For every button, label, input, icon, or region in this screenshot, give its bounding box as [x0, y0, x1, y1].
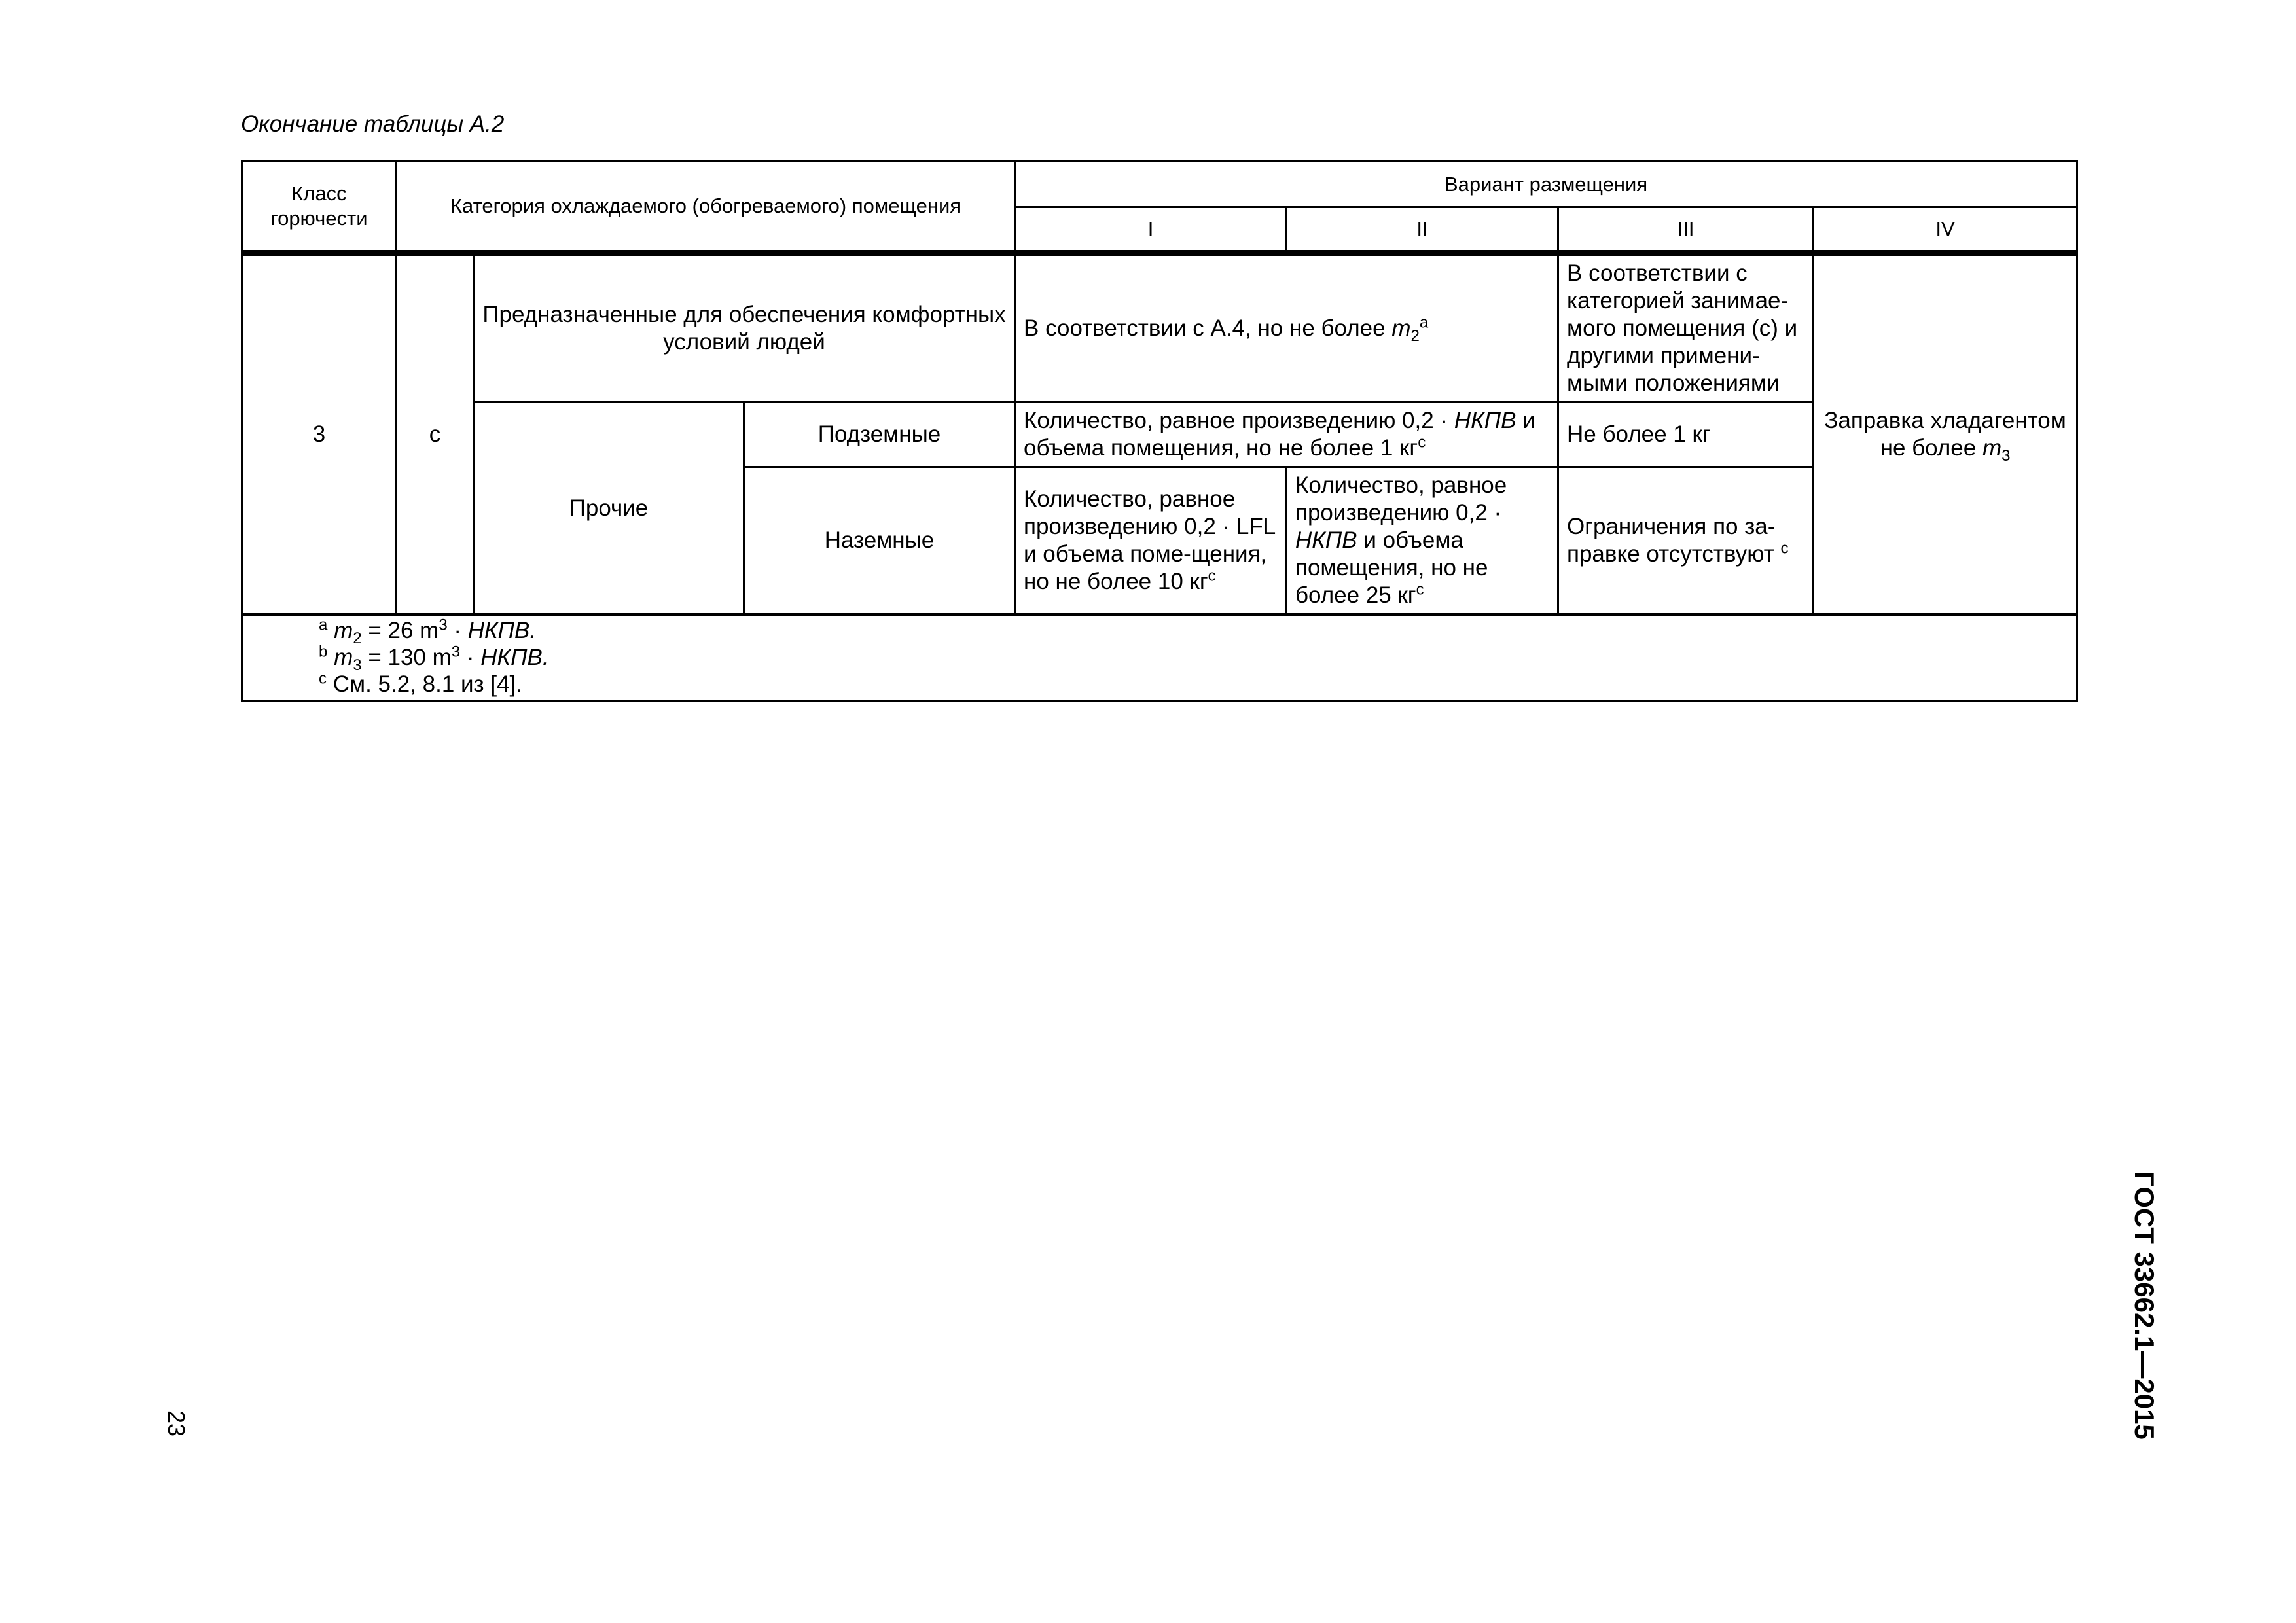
page-number: 23	[163, 1410, 190, 1437]
header-variant-4: IV	[1814, 207, 2077, 253]
footnote-a: $^a$ $m_2 = 26$ $m^3$ · НКПВ.	[319, 616, 537, 647]
header-variant-2: II	[1287, 207, 1558, 253]
comfort-variant-3: В соответствии с категорией занимае-мого помещения (с) и другими примени-мыми положениями	[1558, 253, 1814, 402]
underground-label: Подземные	[744, 402, 1015, 467]
footnotes	[242, 615, 2077, 702]
other-label: Прочие	[474, 402, 744, 615]
subclass-value: с	[397, 253, 474, 615]
header-variant: Вариант размещения	[1015, 162, 2077, 207]
ground-variant-1: Количество, равное произведению 0,2 · LFL и объема поме-щения, но не более 10 $кг^c$	[1015, 467, 1287, 615]
data-table	[241, 160, 2078, 702]
ground-label: Наземные	[744, 467, 1015, 615]
underground-limit: Количество, равное произведению 0,2 · НКПВ и объема помещения, но не более 1 $кг^c$	[1015, 402, 1558, 467]
table-caption: Окончание таблицы А.2	[241, 111, 505, 137]
footnote-b: $^b$ $m_3 = 130$ $m^3$ · НКПВ.	[319, 643, 549, 674]
ground-variant-3: Ограничения по за-правке отсутствуют $^c$	[1558, 467, 1814, 615]
ground-variant-2: Количество, равное произведению 0,2 · НКПВ и объема помещения, но не более 25 $кг^c$	[1287, 467, 1558, 615]
header-variant-3: III	[1558, 207, 1814, 253]
variant-4-value: Заправка хладагентом не более $m_3$	[1814, 253, 2077, 615]
underground-variant-3: Не более 1 кг	[1558, 402, 1814, 467]
standard-designation: ГОСТ 33662.1—2015	[2129, 1171, 2160, 1440]
table-container	[241, 160, 2076, 702]
comfort-label: Предназначенные для обеспечения комфортных условий людей	[474, 253, 1015, 402]
class-value: 3	[242, 253, 397, 615]
comfort-limit: В соответствии с А.4, но не более $m_2^a$	[1015, 253, 1558, 402]
header-variant-1: I	[1015, 207, 1287, 253]
header-class: Класс горючести	[242, 162, 397, 253]
footnote-c: $^c$ См. 5.2, 8.1 из [4].	[319, 669, 522, 697]
header-category: Категория охлаждаемого (обогреваемого) помещения	[397, 162, 1015, 253]
